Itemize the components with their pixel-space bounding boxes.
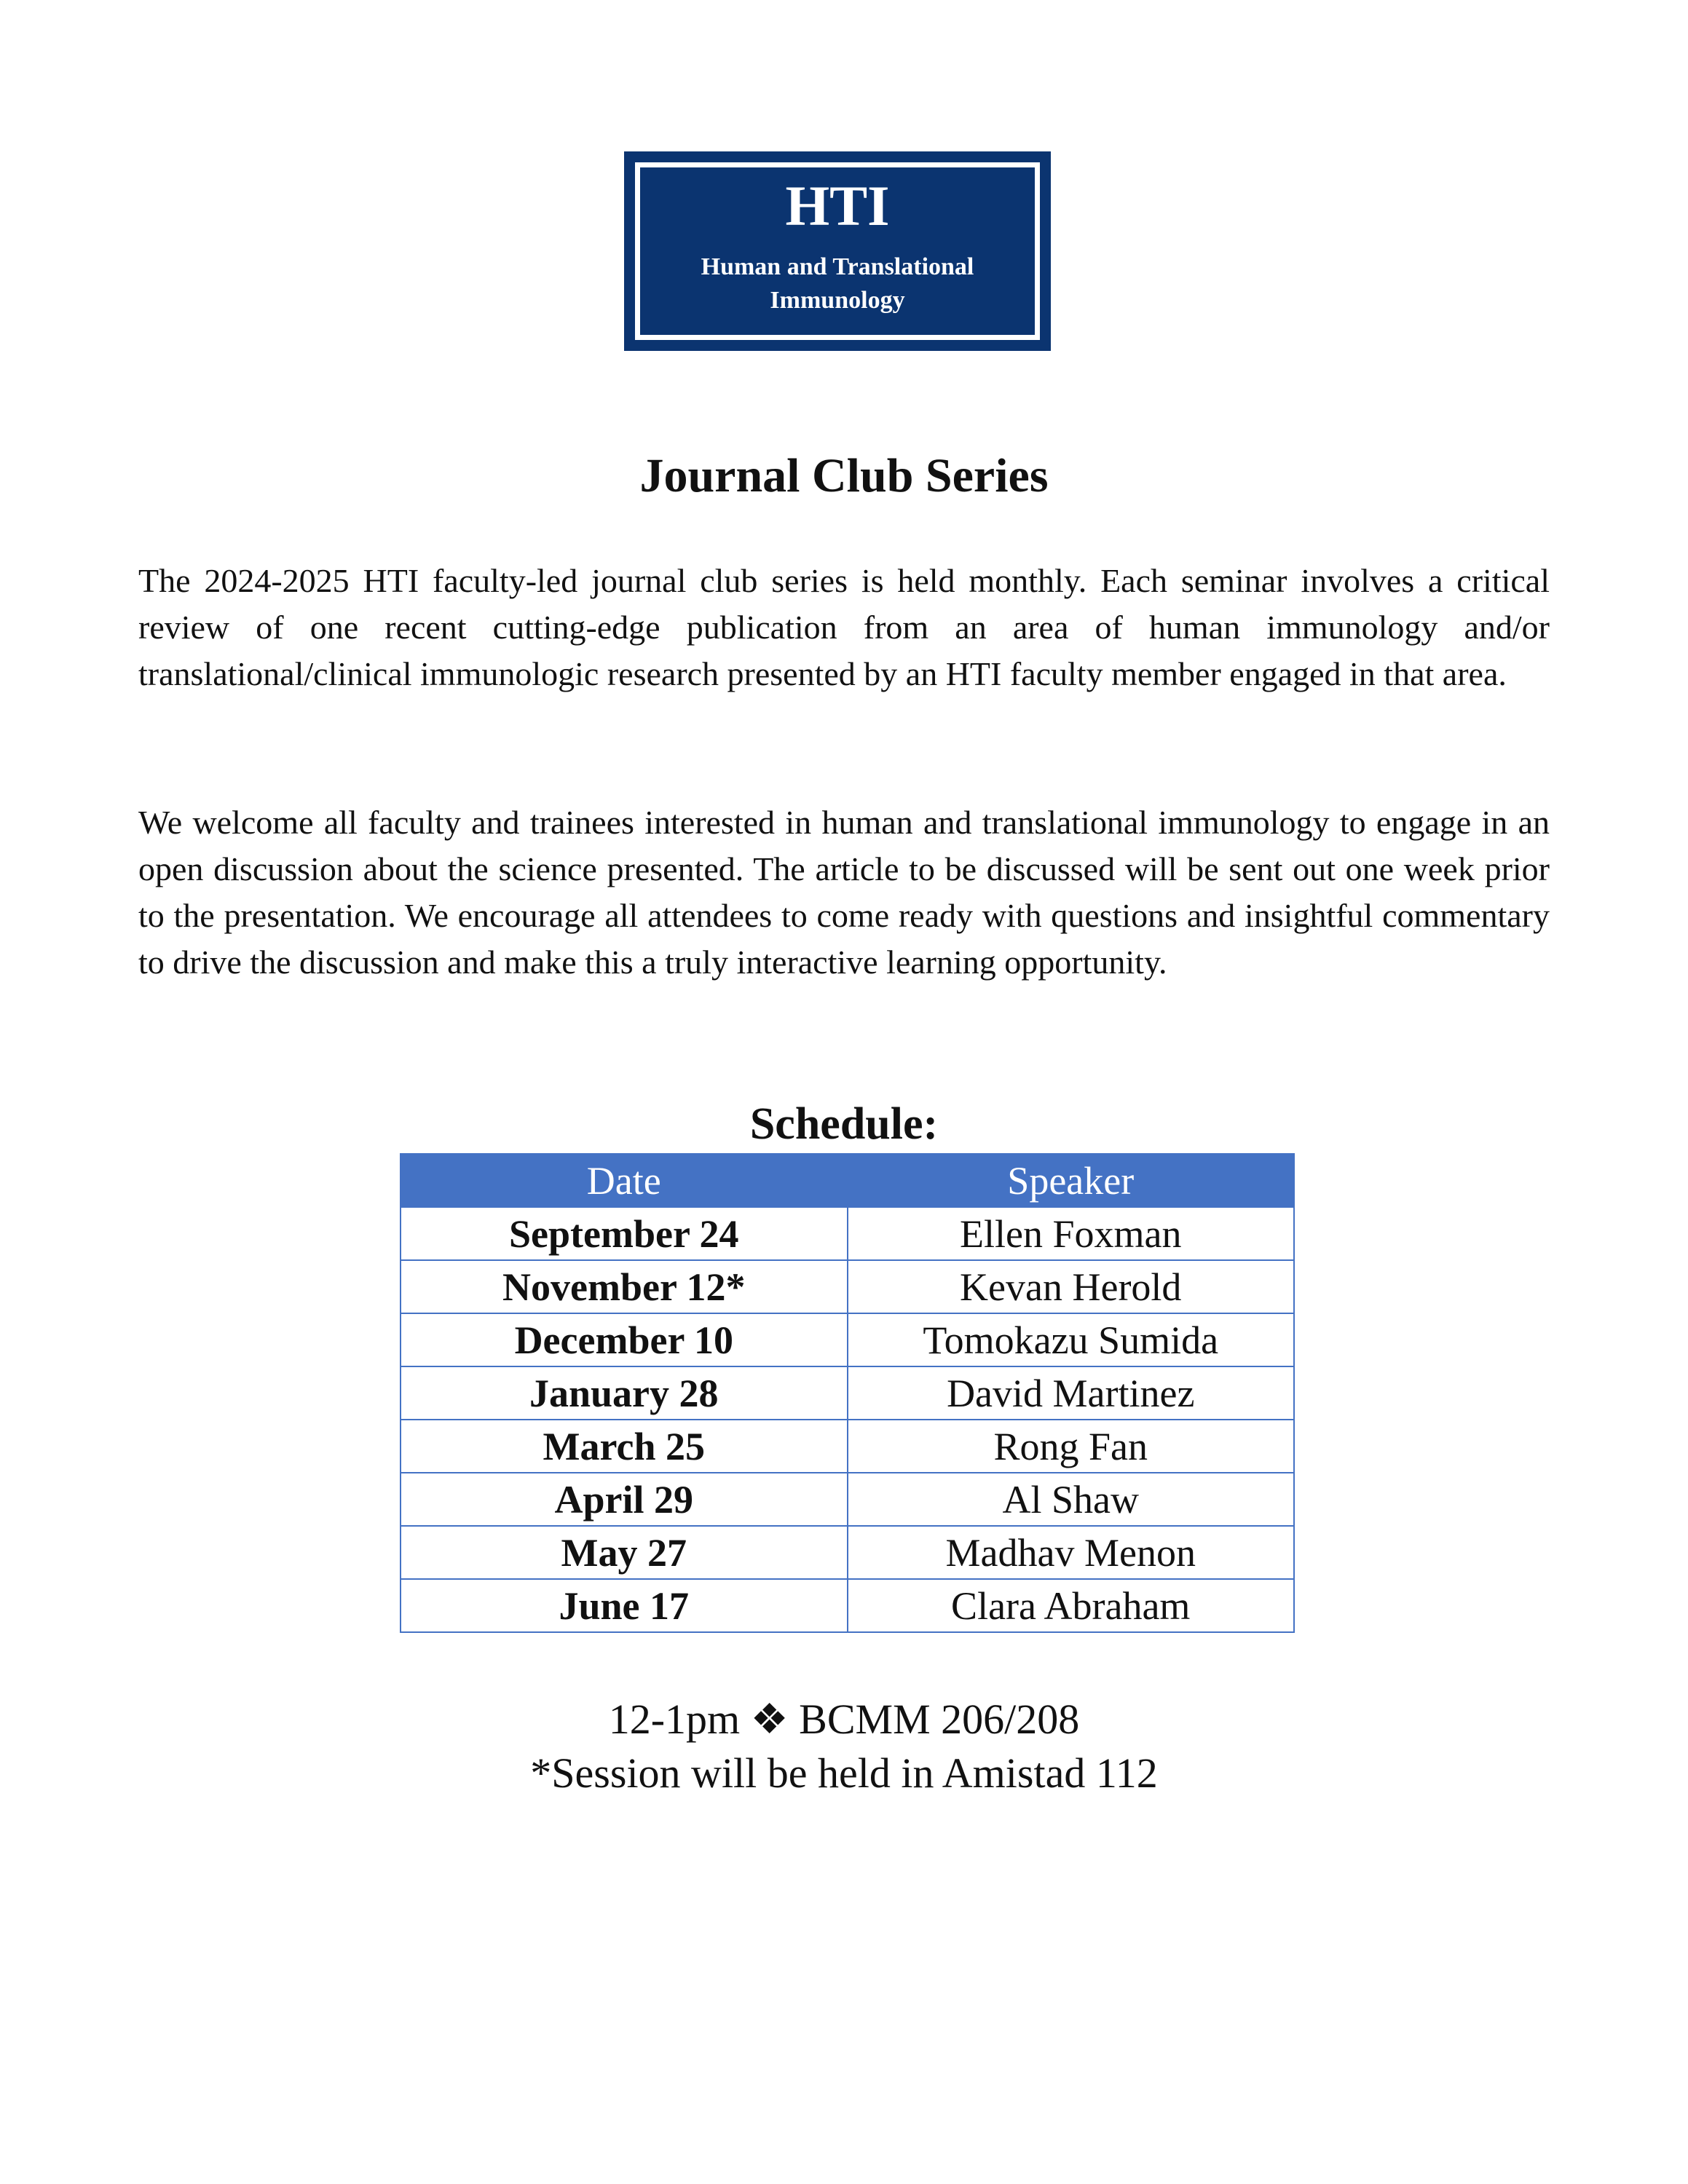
welcome-paragraph: We welcome all faculty and trainees interested in human and translational immunology to engage in an open discussion about the science presented. The article to be discussed will be sent out one week prior to the presentation. We encourage all attendees to come ready with questions and insightful commentary to drive the discussion and make this a truly interactive learning opportunity. — [138, 804, 1550, 981]
table-row — [401, 1473, 1294, 1526]
logo-frame — [635, 162, 1040, 340]
table-row — [401, 1260, 1294, 1313]
logo-title: HTI — [785, 174, 890, 237]
date-cell: May 27 — [401, 1526, 848, 1579]
speaker-cell: Rong Fan — [848, 1420, 1295, 1473]
schedule-table — [400, 1153, 1295, 1633]
schedule-heading: Schedule: — [749, 1099, 939, 1149]
speaker-column-header: Speaker — [848, 1154, 1295, 1207]
speaker-cell: Tomokazu Sumida — [848, 1313, 1295, 1366]
speaker-cell: Clara Abraham — [848, 1579, 1295, 1632]
date-column-header: Date — [401, 1154, 848, 1207]
table-row — [401, 1207, 1294, 1260]
speaker-cell: David Martinez — [848, 1366, 1295, 1420]
date-cell: November 12* — [401, 1260, 848, 1313]
date-cell: December 10 — [401, 1313, 848, 1366]
speaker-cell: Al Shaw — [848, 1473, 1295, 1526]
date-cell: January 28 — [401, 1366, 848, 1420]
time-location-line: 12-1pm ❖ BCMM 206/208 — [608, 1696, 1080, 1743]
speaker-cell: Madhav Menon — [848, 1526, 1295, 1579]
date-cell: June 17 — [401, 1579, 848, 1632]
table-row — [401, 1526, 1294, 1579]
date-cell: April 29 — [401, 1473, 848, 1526]
table-row — [401, 1313, 1294, 1366]
table-header-row — [401, 1154, 1294, 1207]
date-cell: March 25 — [401, 1420, 848, 1473]
page-title: Journal Club Series — [639, 449, 1049, 502]
date-cell: September 24 — [401, 1207, 848, 1260]
table-row — [401, 1420, 1294, 1473]
hti-logo — [624, 151, 1051, 351]
logo-subtitle-line-1: Human and Translational — [701, 253, 974, 280]
intro-paragraph: The 2024-2025 HTI faculty-led journal club series is held monthly. Each seminar involves a critical review of one recent cutting-edge publication from an area of human immunology and/or translational/clinical immunologic research presented by an HTI faculty member engaged in that area. — [138, 562, 1550, 692]
speaker-cell: Ellen Foxman — [848, 1207, 1295, 1260]
logo-subtitle-line-2: Immunology — [770, 287, 905, 314]
speaker-cell: Kevan Herold — [848, 1260, 1295, 1313]
table-row — [401, 1366, 1294, 1420]
table-row — [401, 1579, 1294, 1632]
location-footnote: *Session will be held in Amistad 112 — [530, 1749, 1158, 1797]
